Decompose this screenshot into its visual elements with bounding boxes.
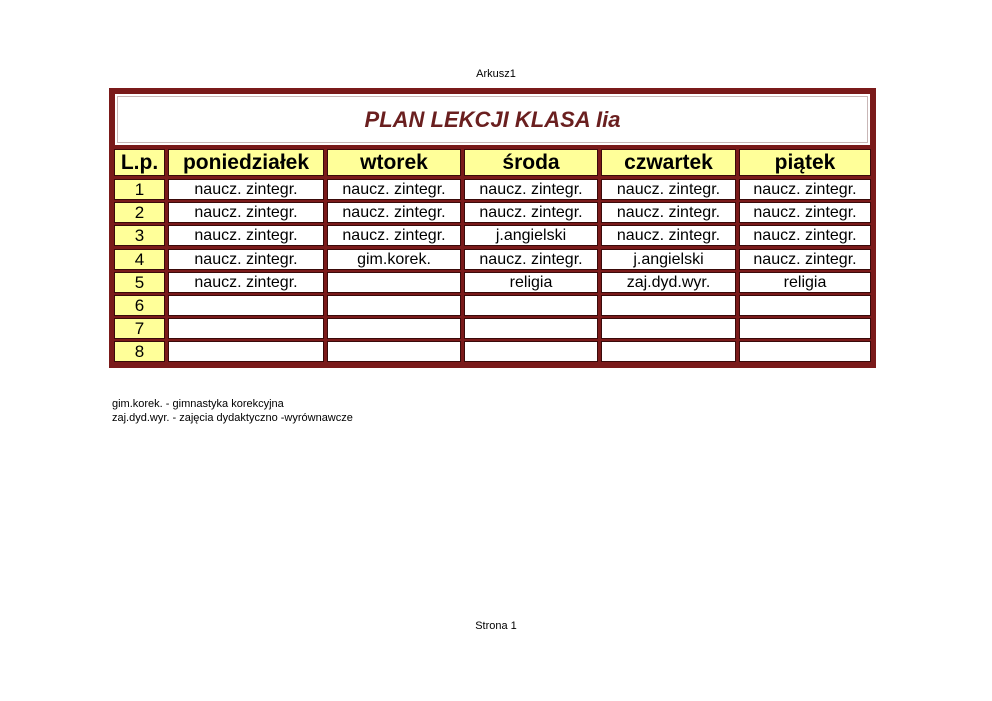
lesson-cell: [739, 295, 871, 316]
lesson-cell: [327, 341, 461, 362]
lesson-cell: naucz. zintegr.: [327, 225, 461, 246]
lesson-cell: [168, 341, 324, 362]
header-col-monday: poniedziałek: [168, 149, 324, 176]
header-col-friday: piątek: [739, 149, 871, 176]
lesson-cell: [464, 318, 598, 339]
lesson-cell: [601, 295, 736, 316]
lesson-cell: j.angielski: [464, 225, 598, 246]
lesson-cell: naucz. zintegr.: [327, 179, 461, 200]
timetable: [109, 88, 876, 368]
lesson-cell: religia: [739, 272, 871, 293]
header-col-wednesday: środa: [464, 149, 598, 176]
lesson-cell: [464, 341, 598, 362]
lesson-cell: zaj.dyd.wyr.: [601, 272, 736, 293]
row-number: 5: [114, 272, 165, 293]
lesson-cell: j.angielski: [601, 249, 736, 270]
lesson-cell: naucz. zintegr.: [168, 179, 324, 200]
lesson-cell: naucz. zintegr.: [464, 249, 598, 270]
lesson-cell: [464, 295, 598, 316]
lesson-cell: [327, 318, 461, 339]
header-col-tuesday: wtorek: [327, 149, 461, 176]
lesson-cell: naucz. zintegr.: [739, 179, 871, 200]
legend-item: gim.korek. - gimnastyka korekcyjna: [112, 398, 284, 410]
table-title: PLAN LEKCJI KLASA Iia: [364, 106, 621, 132]
row-number: 8: [114, 341, 165, 362]
lesson-cell: naucz. zintegr.: [168, 249, 324, 270]
lesson-cell: naucz. zintegr.: [327, 202, 461, 223]
lesson-cell: religia: [464, 272, 598, 293]
legend: [112, 397, 353, 425]
row-number: 2: [114, 202, 165, 223]
lesson-cell: [601, 318, 736, 339]
lesson-cell: naucz. zintegr.: [601, 225, 736, 246]
lesson-cell: [739, 318, 871, 339]
row-number: 1: [114, 179, 165, 200]
legend-item: zaj.dyd.wyr. - zajęcia dydaktyczno -wyrównawcze: [112, 412, 353, 424]
lesson-cell: naucz. zintegr.: [739, 202, 871, 223]
header-col-thursday: czwartek: [601, 149, 736, 176]
row-number: 7: [114, 318, 165, 339]
lesson-cell: [168, 295, 324, 316]
lesson-cell: [327, 272, 461, 293]
lesson-cell: [739, 341, 871, 362]
row-number: 6: [114, 295, 165, 316]
sheet-name: Arkusz1: [476, 68, 516, 80]
lesson-cell: naucz. zintegr.: [601, 179, 736, 200]
row-number: 3: [114, 225, 165, 246]
lesson-cell: naucz. zintegr.: [168, 272, 324, 293]
lesson-cell: naucz. zintegr.: [739, 225, 871, 246]
header-col-lp: L.p.: [114, 149, 165, 176]
lesson-cell: gim.korek.: [327, 249, 461, 270]
lesson-cell: naucz. zintegr.: [464, 202, 598, 223]
lesson-cell: naucz. zintegr.: [168, 225, 324, 246]
lesson-cell: [327, 295, 461, 316]
lesson-cell: naucz. zintegr.: [464, 179, 598, 200]
lesson-cell: naucz. zintegr.: [601, 202, 736, 223]
row-number: 4: [114, 249, 165, 270]
lesson-cell: [601, 341, 736, 362]
page-number: Strona 1: [475, 620, 517, 632]
lesson-cell: naucz. zintegr.: [739, 249, 871, 270]
lesson-cell: naucz. zintegr.: [168, 202, 324, 223]
title-cell: [114, 93, 871, 146]
lesson-cell: [168, 318, 324, 339]
